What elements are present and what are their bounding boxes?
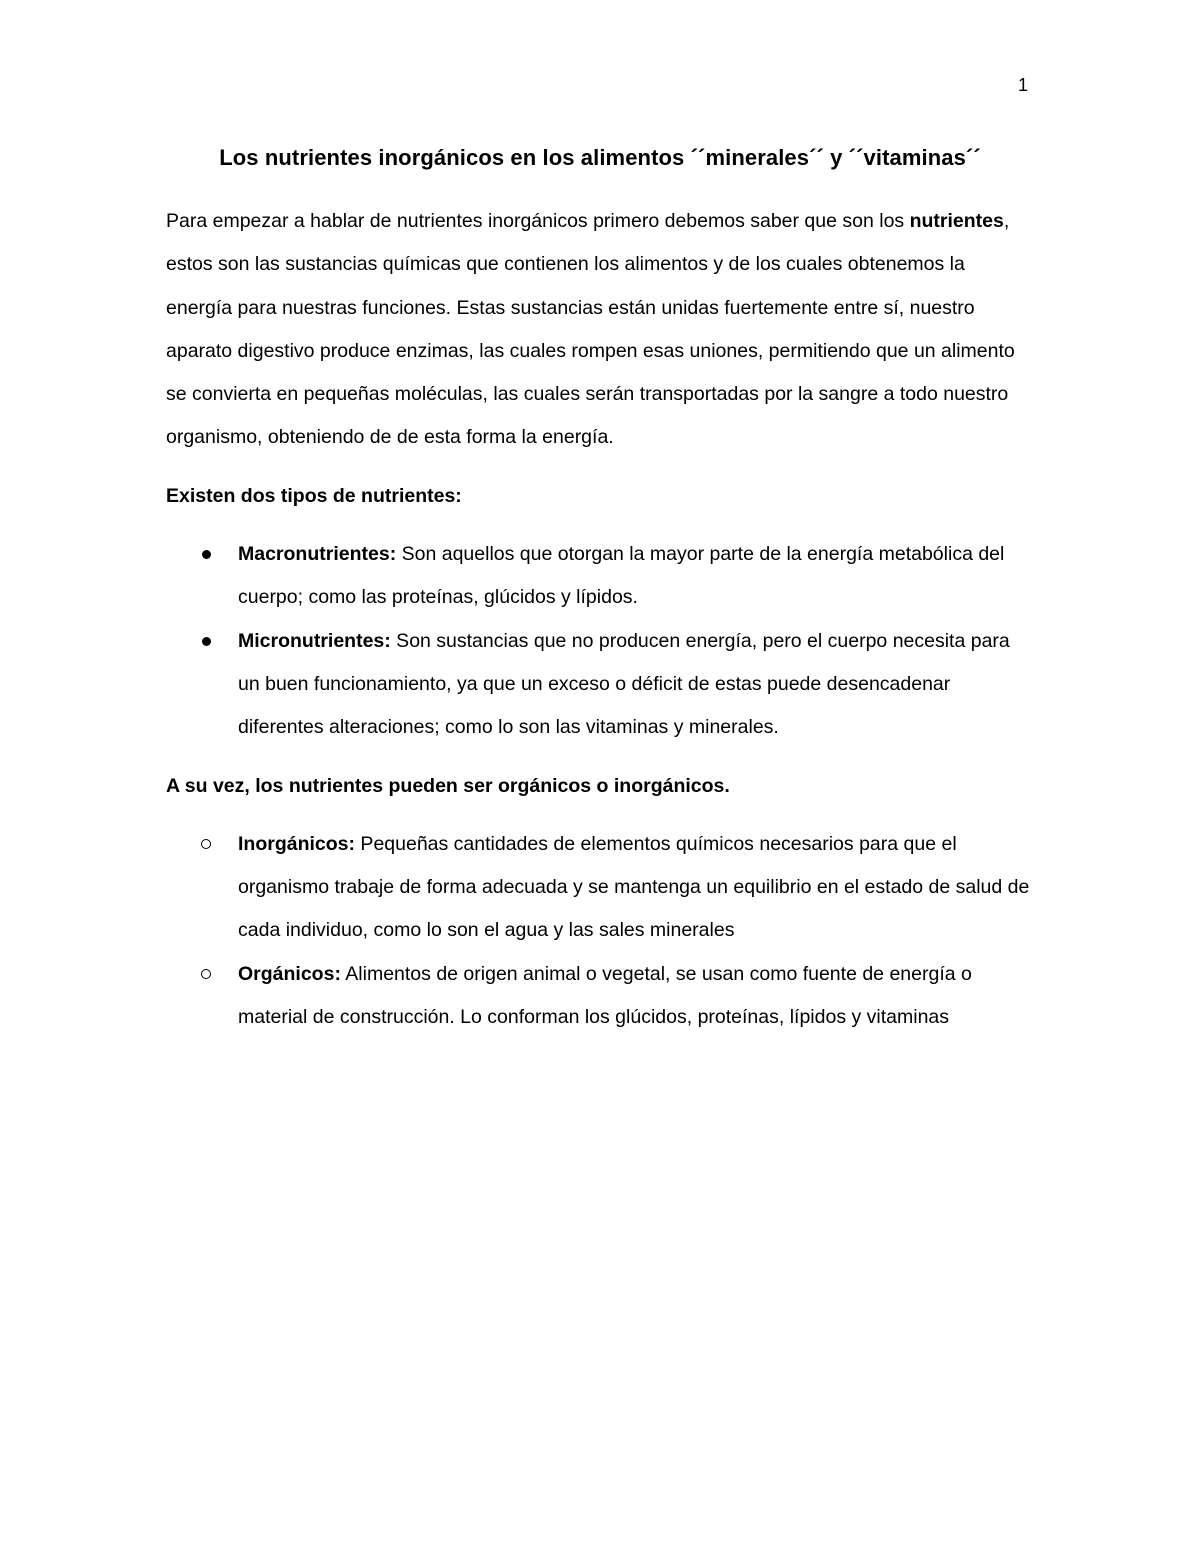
list-item-macronutrients [166,533,1034,620]
list-item-term: Macronutrientes: [238,543,397,566]
list-item-term: Micronutrientes: [238,629,391,652]
list-item-inorganic [166,823,1034,953]
document-body [166,200,1034,1039]
list-item-text: Son sustancias que no producen energía, pero el cuerpo necesita para un buen funcionamiento, ya que un exceso o déficit de estas puede desencadenar diferentes alteraciones; como lo son las vitaminas y minerales. [238,629,1010,739]
list-item-term: Orgánicos: [238,962,341,985]
intro-text-rest: , estos son las sustancias químicas que contienen los alimentos y de los cuales obtenemos la energía para nuestras funciones. Estas sustancias están unidas fuertemente entre sí, nuestro aparato digestivo produce enzimas, las cuales rompen esas uniones, permitiendo que un alimento se convierta en pequeñas moléculas, las cuales serán transportadas por la sangre a todo nuestro organismo, obteniendo de de esta forma la energía. [166,210,1015,449]
types-heading: Existen dos tipos de nutrientes: [166,484,462,507]
nutrient-kinds-list [166,823,1034,1039]
bullet-circle-icon [201,839,211,849]
intro-bold-term: nutrientes [909,210,1004,232]
nutrient-types-list [166,533,1034,749]
kinds-heading: A su vez, los nutrientes pueden ser orgánicos o inorgánicos. [166,774,730,797]
bullet-disc-icon [202,637,211,646]
list-item-organic [166,953,1034,1040]
list-item-text: Alimentos de origen animal o vegetal, se usan como fuente de energía o material de construcción. Lo conforman los glúcidos, proteínas, lípidos y vitaminas [238,962,972,1029]
list-item-term: Inorgánicos: [238,832,356,855]
bullet-circle-icon [201,969,211,979]
page-number: 1 [1018,75,1029,95]
list-item-text: Son aquellos que otorgan la mayor parte de la energía metabólica del cuerpo; como las proteínas, glúcidos y lípidos. [238,543,1005,609]
intro-text-start: Para empezar a hablar de nutrientes inorgánicos primero debemos saber que son los [166,210,910,232]
bullet-disc-icon [202,550,211,559]
list-item-text: Pequeñas cantidades de elementos químicos necesarios para que el organismo trabaje de forma adecuada y se mantenga un equilibrio en el estado de salud de cada individuo, como lo son el agua y las sales minerales [238,832,1030,942]
list-item-micronutrients [166,620,1034,750]
document-title: Los nutrientes inorgánicos en los alimentos ´´minerales´´ y ´´vitaminas´´ [219,145,981,170]
intro-paragraph [166,200,1034,460]
